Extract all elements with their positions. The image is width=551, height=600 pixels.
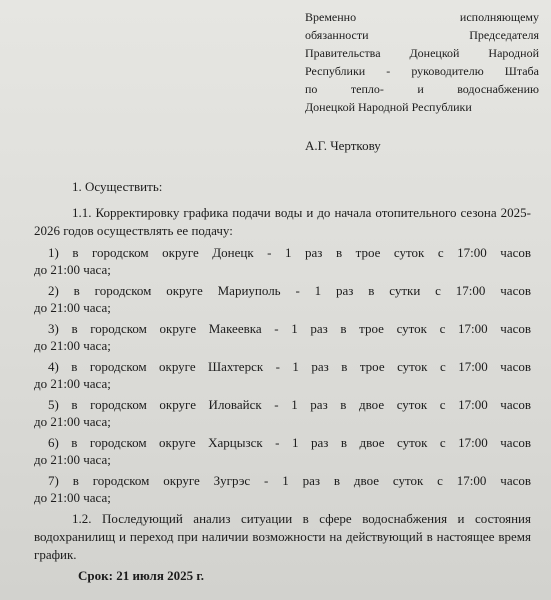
list-item-text: 2) в городском округе Мариуполь - 1 раз в сутки с 17:00 часов [48, 283, 531, 298]
list-item [34, 472, 531, 506]
list-item-continuation: до 21:00 часа; [34, 338, 111, 353]
addressee-line: Донецкой Народной Республики [305, 100, 472, 114]
recipient-name: А.Г. Черткову [305, 138, 381, 153]
addressee-line: обязанности Председателя [305, 28, 539, 42]
list-item-text: 7) в городском округе Зугрэс - 1 раз в двое суток с 17:00 часов [48, 473, 531, 488]
list-item [34, 244, 531, 278]
list-item-continuation: до 21:00 часа; [34, 300, 111, 315]
list-item-continuation: до 21:00 часа; [34, 452, 111, 467]
addressee-line: Временно исполняющему [305, 10, 539, 24]
document-body [34, 178, 531, 564]
deadline-text: Срок: 21 июля 2025 г. [78, 568, 205, 583]
list-item [34, 396, 531, 430]
list-item-continuation: до 21:00 часа; [34, 414, 111, 429]
list-item-text: 5) в городском округе Иловайск - 1 раз в двое суток с 17:00 часов [48, 397, 531, 412]
list-item-text: 3) в городском округе Макеевка - 1 раз в трое суток с 17:00 часов [48, 321, 531, 336]
list-item-text: 6) в городском округе Харцызск - 1 раз в двое суток с 17:00 часов [48, 435, 531, 450]
section-heading: 1. Осуществить: [72, 179, 163, 194]
addressee-line: Правительства Донецкой Народной [305, 46, 539, 60]
list-item [34, 282, 531, 316]
addressee-line: по тепло- и водоснабжению [305, 82, 539, 96]
list-item-continuation: до 21:00 часа; [34, 376, 111, 391]
list-item [34, 320, 531, 354]
paragraph-1-1: 1.1. Корректировку графика подачи воды и до начала отопительного сезона 2025-2026 годов осуществлять ее подачу: [34, 205, 531, 238]
addressee-line: Республики - руководителю Штаба [305, 64, 539, 78]
paragraph-1-2: 1.2. Последующий анализ ситуации в сфере водоснабжения и состояния водохранилищ и переход при наличии возможности на действующий в настоящее время график. [34, 511, 531, 562]
list-item [34, 434, 531, 468]
addressee-block [305, 8, 539, 116]
list-item-text: 1) в городском округе Донецк - 1 раз в трое суток с 17:00 часов [48, 245, 531, 260]
list-item-text: 4) в городском округе Шахтерск - 1 раз в трое суток с 17:00 часов [48, 359, 531, 374]
list-item-continuation: до 21:00 часа; [34, 262, 111, 277]
list-item [34, 358, 531, 392]
list-item-continuation: до 21:00 часа; [34, 490, 111, 505]
